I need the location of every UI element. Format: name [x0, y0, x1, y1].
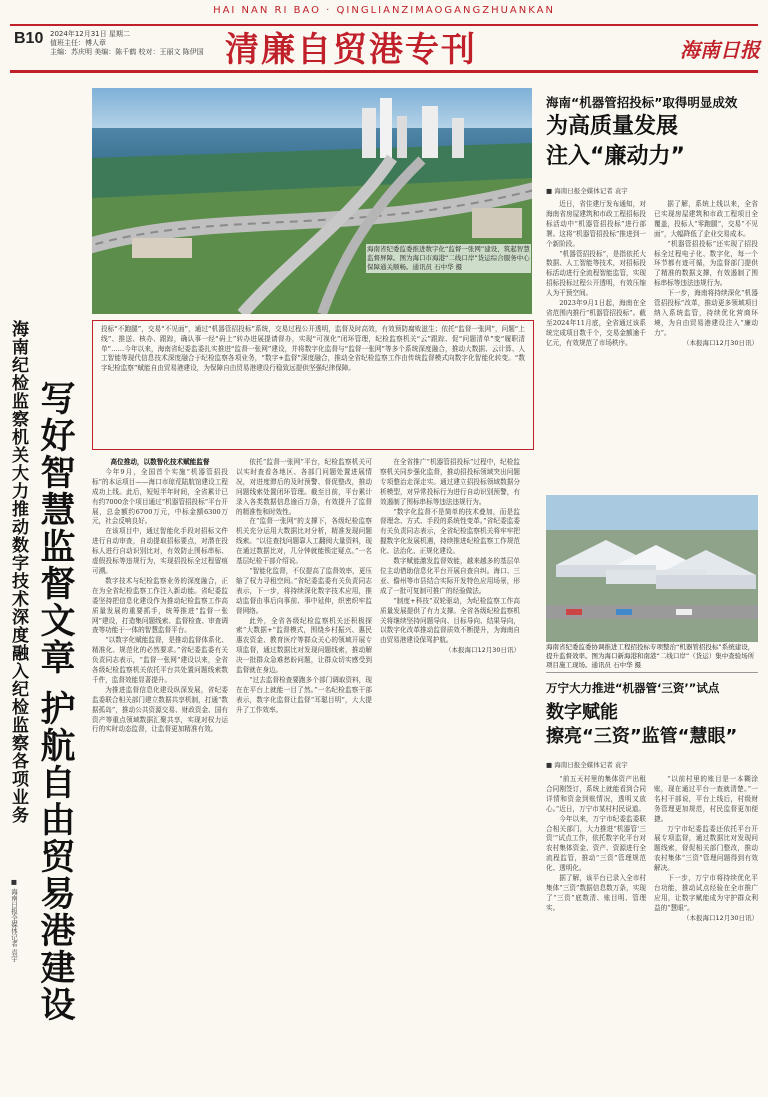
vertical-headline: [0, 320, 90, 1090]
article-2-title-line-1: 数字赋能: [546, 702, 618, 723]
paragraph: 为推进监督信息化建设纵深发展，省纪委监委联合相关部门建立数据共享机制，打通“数据孤岛”，推动公共资源交易、财政资金、国有资产等重点领域数据汇聚共享，实现对权力运行的实时动态监督，让监督更加精准有效。: [92, 685, 228, 734]
masthead-rule-bottom: [10, 70, 758, 73]
main-article-column-1: [92, 458, 228, 1088]
article-2-kicker: 万宁大力推进“机器管‘三资’”试点: [546, 681, 720, 695]
masthead-meta: [50, 30, 204, 57]
article-2-column-b: [654, 775, 758, 1093]
paragraph: “机器管招投标”还实现了招投标全过程电子化、数字化，每一个环节都有迹可循，为监督部门提供了精准的数据支撑，有效遏制了围标串标等违法违规行为。: [654, 239, 758, 288]
paragraph: “数字化监督不是简单的技术叠加，而是监督理念、方式、手段的系统性变革。”省纪委监委有关负责同志表示，全省纪检监察机关将牢牢把握数字化发展机遇，持续推进纪检监察工作规范化、法治化、正规化建设。: [380, 507, 520, 556]
paragraph: 近日，省住建厅发布通知，对海南省房屋建筑和市政工程招标投标活动中“机器管招投标”进行部署。这将“机器管招投标”推进到一个新阶段。: [546, 200, 646, 248]
main-photo: [92, 88, 532, 314]
paragraph: “以前村里的账目是一本糊涂账，现在通过平台一查就清楚。”一名村干部说，平台上线后，村级财务管理更加规范，村民监督更加便捷。: [654, 775, 758, 823]
paragraph: 万宁市纪委监委还依托平台开展专项监督，通过数据比对发现问题线索，督促相关部门整改，推动农村集体“三资”管理问题得到有效解决。: [654, 824, 758, 873]
article-1-title-line-1: 为高质量发展: [546, 114, 679, 139]
article-end-note: （本报海口12月30日讯）: [682, 338, 758, 347]
article-2-column-a: [546, 775, 646, 1093]
paragraph: 据了解，系统上线以来，全省已实现房屋建筑和市政工程项目全覆盖，投标人“零跑腿”，交易“不见面”，大幅降低了企业交易成本。: [654, 200, 758, 238]
article-2-title-line-2: 擦亮“三资”监管“慧眼”: [546, 726, 738, 747]
paragraph: 依托“监督一张网”平台，纪检监察机关可以实时查看各地区、各部门问题处置进展情况，对进度滞后的及时预警、督促整改，推动问题线索处置闭环管理。截至目前，平台累计录入各类数据信息逾百万条，有效提升了监督的精准性和时效性。: [236, 458, 372, 516]
article-1-column-b: [654, 200, 758, 495]
meta-staff: 主编：苏庆明 美编：陈千鹤 校对：王丽文 陈伊国: [50, 48, 204, 56]
article-1-photo-caption: 海南省纪委监委协调推进工程招投标专项整治“机器管招投标”系统建设，提升监督效率。图为海口新海港和南港“二线口岸”（货运）集中查验场所项目施工现场。通讯员 石中华 摄: [546, 643, 755, 669]
article-1-column-a: [546, 200, 646, 495]
main-photo-caption: 海南省纪委监委推进数字化“监督一张网”建设，筑起智慧监督屏障。图为海口市海港“二线口岸”货运综合服务中心保障通关顺畅。通讯员 石中华 摄: [367, 245, 530, 271]
paragraph: 在“监督一张网”的支撑下，各级纪检监察机关充分运用大数据比对分析，精准发现问题线索。“以往查找问题靠人工翻阅大量资料，现在通过数据比对，几分钟就能锁定疑点。”一名基层纪检干部介绍说。: [236, 517, 372, 566]
paragraph: 在全省推广“机器管招投标”过程中，纪检监察机关同步强化监督，推动招投标领域突出问题专项整治走深走实。通过建立招投标领域数据分析模型，对异常投标行为进行自动识别预警，有效遏制了围标串标等违法违规行为。: [380, 458, 520, 506]
article-2-byline: ■ 海南日报全媒体记者 袁宇: [546, 761, 628, 769]
article-1-photo: [546, 495, 758, 642]
paragraph: “前五天村里的集体资产出租合同刚签订，系统上就能看到合同详情和资金到账情况，透明又放心。”近日，万宁市某村村民说道。: [546, 775, 646, 813]
paragraph: “过去监督检查要跑多个部门调取资料，现在在平台上就能一目了然。”一名纪检监察干部表示，数字化监督让监督“耳聪目明”，大大提升了工作效率。: [236, 675, 372, 714]
vertical-title: 写好智慧监督文章 护航自由贸易港建设: [35, 380, 76, 1024]
paragraph: 今年9月，全国首个实施“机器管招投标”的本运项目——海口市琼荒陆航馆建设工程成功上线。此后，短短半年时间，全省累计已有约7000余个项目通过“机器管招投标”平台开展，总金额约6700万元，中标金额6300万元，社会反响良好。: [92, 467, 228, 526]
paragraph: “机器管招投标”，是指依托大数据、人工智能等技术，对招标投标活动进行全流程智能监管，实现招标投标过程公开透明，有效压缩人为干预空间。: [546, 249, 646, 298]
article-1-byline: ■ 海南日报全媒体记者 袁宇: [546, 187, 628, 195]
paragraph: 今年以来，万宁市纪委监委联合相关部门，大力推进“机器管‘三资’”试点工作，依托数字化平台对农村集体资金、资产、资源进行全流程监管，推动“三资”管理规范化、透明化。: [546, 814, 646, 873]
vertical-byline: ■ 海南日报全媒体记者 袁宇: [10, 878, 18, 962]
paragraph: “智能化监督，不仅提高了监督效率，更压缩了权力寻租空间。”省纪委监委有关负责同志表示，下一步，将持续深化数字技术应用，推动监督由事后向事前、事中延伸，织密织牢监督网络。: [236, 566, 372, 615]
article-1-title-line-2: 注入“廉动力”: [546, 144, 685, 169]
lead-paragraph: 投标“不跑腿”，交易“不见面”，通过“机器管招投标”系统，交易过程公开透明，监督及时高效，有效预防腐败滋生；依托“监督一张网”，问题“上线”、推送、核办、跟踪，确认事一经“码上”转办进展提请督办，实现“可视化”闭环管理，纪检监察机关“云”跟踪、促“问题清单”变“履职清单”……今年以来，海南省纪委监委扎实推进“监督一张网”建设，并将数字化监督与“监督一张网”等多个系统深度融合，推动大数据、云计算、人工智能等现代信息技术深度融合于纪检监察各项业务，“数字+监督”深度融合，推动全省纪检监察工作由传统监督模式向数字化智能化转变。“数字纪检监察”赋能自由贸易港建设，为保障自由贸易港建设行稳致远提供坚强纪律保障。: [92, 320, 534, 450]
paragraph: “制度+科技”双轮驱动，为纪检监察工作高质量发展提供了有力支撑。全省各级纪检监察机关将继续坚持问题导向、目标导向、结果导向，以数字化改革推动监督质效不断提升，为海南自由贸易港建设保驾护航。: [380, 596, 520, 645]
section-divider: [546, 672, 758, 673]
main-article-column-3: [380, 458, 520, 1088]
masthead-topbar: HAI NAN RI BAO · QINGLIANZIMAOGANGZHUANKAN: [213, 5, 555, 16]
article-1-kicker: 海南“机器管招投标”取得明显成效: [546, 95, 738, 110]
section-subhead: 高位推动，以数智化技术赋能监督: [110, 458, 210, 466]
paragraph: 在该项目中，通过智能化手段对招标文件进行自动审查，自动提取招标要点，对潜在投标人进行自动识别比对，有效防止围标串标、虚假投标等违规行为，实现招投标全过程留痕可溯。: [92, 527, 228, 575]
paper-logo: 海南日报: [680, 38, 760, 62]
paragraph: 下一步，海南将持续深化“机器管招投标”改革，推动更多领域项目纳入系统监管，持续优化营商环境，为自由贸易港建设注入“廉动力”。: [654, 289, 758, 337]
section-title: 清廉自贸港专刊: [225, 30, 477, 70]
article-1-title: [546, 112, 756, 172]
article-end-note: （本报海口12月30日讯）: [682, 913, 758, 922]
paragraph: 数字赋能激发监督效能，越来越多的基层单位主动借助信息化平台开展自查自纠。海口、三亚、儋州等市县结合实际开发特色应用场景，形成了一批可复制可推广的经验做法。: [380, 557, 520, 595]
port-terminal-photo: [546, 495, 758, 642]
article-end-note: （本报海口12月30日讯）: [444, 646, 520, 655]
page-number: B10: [14, 30, 44, 47]
paragraph: 据了解，该平台已录入全市村集体“三资”数据信息数万条，实现了“三资”底数清、账目明、管理实。: [546, 874, 646, 912]
paragraph: 此外，全省各级纪检监察机关还积极探索“大数据+”监督模式，围绕乡村振兴、惠民惠农资金、教育医疗等群众关心的领域开展专项监督，通过数据比对发现问题线索，推动解决一批群众急难愁盼问题，让群众切实感受到监督就在身边。: [236, 616, 372, 675]
paragraph: 数字技术与纪检监察业务的深度融合，正在为全省纪检监察工作注入新动能。省纪委监委坚持把信息化建设作为推动纪检监察工作高质量发展的重要抓手，统筹推进“监督一张网”建设，打造集问题线索、监督检查、审查调查等功能于一体的智慧监督平台。: [92, 576, 228, 635]
main-article-column-2: [236, 458, 372, 1088]
meta-editor: 值班主任：傅人章: [50, 39, 106, 47]
paragraph: 下一步，万宁市将持续优化平台功能，推动试点经验在全市推广应用，让数字赋能成为守护群众利益的“慧眼”。: [654, 874, 758, 912]
port-aerial-photo: [92, 88, 532, 314]
meta-date: 2024年12月31日 星期二: [50, 30, 130, 38]
paragraph: 2023年9月1日起，海南在全省范围内推行“机器管招投标”。截至2024年11月底，全省通过该系统完成项目数千个，交易金额逾千亿元，有效规范了市场秩序。: [546, 299, 646, 347]
paragraph: “以数字化赋能监督，是推动监督体系化、精准化、规范化的必然要求。”省纪委监委有关负责同志表示，“监督一张网”建设以来，全省各级纪检监察机关依托平台共处置问题线索数千件，监督效能显著提升。: [92, 636, 228, 684]
vertical-subtitle: 海南纪检监察机关大力推动数字技术深度融入纪检监察各项业务: [8, 320, 28, 824]
